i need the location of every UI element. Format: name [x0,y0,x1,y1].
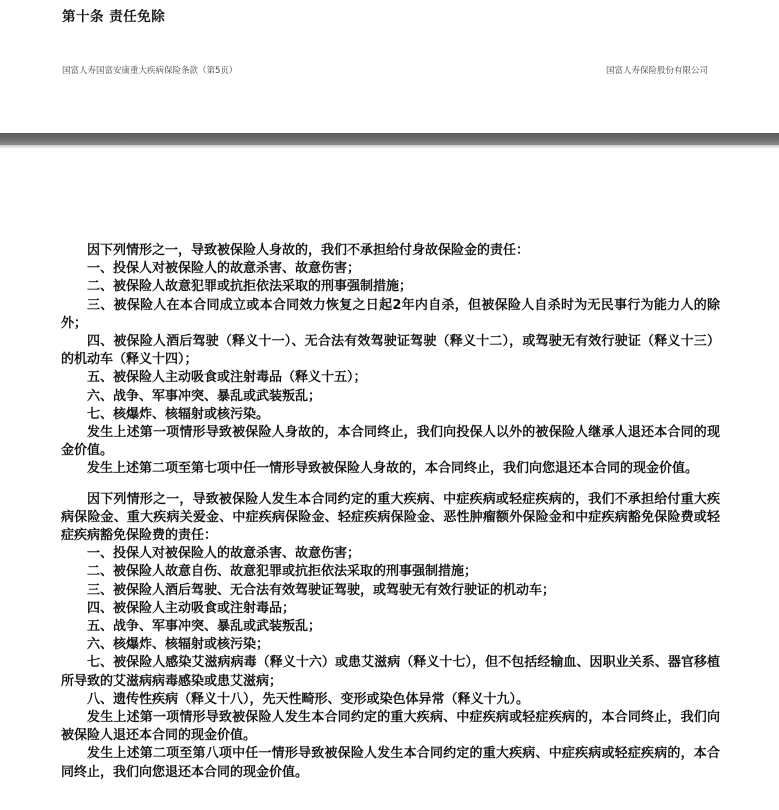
previous-page [0,0,779,133]
death-exclusions-note-2: 发生上述第二项至第七项中任一情形导致被保险人身故的，本合同终止，我们向您退还本合同的现金价值。 [87,461,699,477]
list-item: 五、被保险人主动吸食或注射毒品（释义十五）； [87,370,367,386]
exclusion-clauses [61,242,720,782]
list-item: 四、被保险人主动吸食或注射毒品； [87,600,296,616]
page-footer-left: 国富人寿国富安康重大疾病保险条款（第5页） [62,66,238,76]
illness-exclusions-note-2: 发生上述第二项至第八项中任一情形导致被保险人发生本合同约定的重大疾病、中症疾病或轻症疾病的，本合同终止，我们向您退还本合同的现金价值。 [61,746,720,780]
list-item: 四、被保险人酒后驾驶（释义十一）、无合法有效驾驶证驾驶（释义十二），或驾驶无有效行驶证（释义十三）的机动车（释义十四）； [61,334,720,368]
list-item: 三、被保险人酒后驾驶、无合法有效驾驶证驾驶，或驾驶无有效行驶证的机动车； [87,582,556,598]
list-item: 七、核爆炸、核辐射或核污染。 [87,406,270,422]
page-separator [0,133,779,145]
list-item: 一、投保人对被保险人的故意杀害、故意伤害； [87,546,361,562]
illness-exclusions-note-1: 发生上述第一项情形导致被保险人发生本合同约定的重大疾病、中症疾病或轻症疾病的，本合同终止，我们向被保险人退还本合同的现金价值。 [61,710,720,744]
list-item: 一、投保人对被保险人的故意杀害、故意伤害； [87,261,361,277]
illness-exclusions-intro: 因下列情形之一，导致被保险人发生本合同约定的重大疾病、中症疾病或轻症疾病的，我们不承担给付重大疾病保险金、重大疾病关爱金、中症疾病保险金、轻症疾病保险金、恶性肿瘤额外保险金和中症疾病豁免保险费或轻症疾病豁免保险费的责任： [61,491,720,544]
list-item: 二、被保险人故意犯罪或抗拒依法采取的刑事强制措施； [87,279,413,295]
list-item: 六、核爆炸、核辐射或核污染； [87,637,270,653]
list-item: 八、遗传性疾病（释义十八），先天性畸形、变形或染色体异常（释义十九）。 [87,691,530,707]
list-item: 七、被保险人感染艾滋病病毒（释义十六）或患艾滋病（释义十七），但不包括经输血、因职业关系、器官移植所导致的艾滋病病毒感染或患艾滋病； [61,655,720,689]
list-item: 五、战争、军事冲突、暴乱或武装叛乱； [87,619,322,635]
list-item: 六、战争、军事冲突、暴乱或武装叛乱； [87,388,322,404]
page-footer-right: 国富人寿保险股份有限公司 [605,66,708,76]
death-exclusions-intro: 因下列情形之一，导致被保险人身故的，我们不承担给付身故保险金的责任： [87,243,530,258]
page-separator-shadow [0,145,779,149]
list-item: 二、被保险人故意自伤、故意犯罪或抗拒依法采取的刑事强制措施； [87,564,478,580]
section-title: 第十条 责任免除 [62,9,166,25]
death-exclusions-note-1: 发生上述第一项情形导致被保险人身故的，本合同终止，我们向投保人以外的被保险人继承人退还本合同的现金价值。 [61,425,720,459]
list-item: 三、被保险人在本合同成立或本合同效力恢复之日起2年内自杀，但被保险人自杀时为无民事行为能力人的除外； [61,297,720,331]
